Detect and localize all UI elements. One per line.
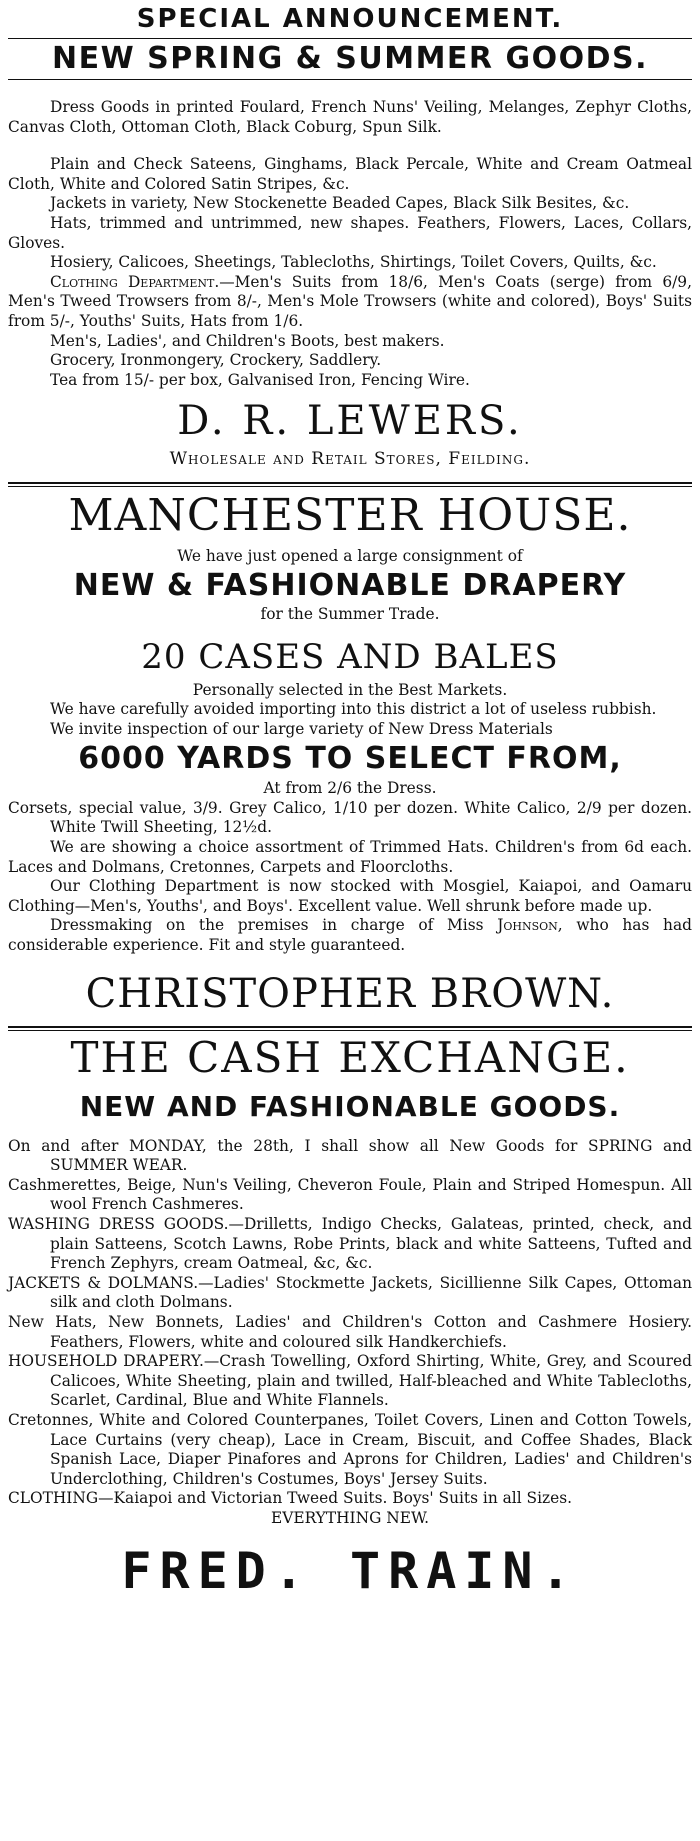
cash-exchange-advertisement: [8, 1031, 692, 1603]
clothing-department-paragraph: Our Clothing Department is now stocked with Mosgiel, Kaiapoi, and Oamaru Clothing—Men's, Youths', and Boys'. Excellent value. Well shrunk before made up.: [8, 877, 692, 915]
list-item: New Hats, New Bonnets, Ladies' and Children's Cotton and Cashmere Hosiery. Feathers, Flowers, white and coloured silk Handkerchiefs.: [8, 1312, 692, 1351]
manchester-title: MANCHESTER HOUSE.: [68, 490, 632, 542]
cash-exchange-title: THE CASH EXCHANGE.: [70, 1032, 630, 1082]
announcement-title: SPECIAL ANNOUNCEMENT.: [136, 4, 564, 34]
lewers-subtitle: Wholesale and Retail Stores, Feilding.: [169, 449, 531, 470]
list-item: Cretonnes, White and Colored Counterpanes, Toilet Covers, Linen and Cotton Towels, Lace Curtains (very cheap), Lace in Cream, Biscuit, and Coffee Shades, Black Spanish Lace, Diaper Pinafores and Aprons for Children, Ladies' and Children's Underclothing, Children's Costumes, Boys' Jersey Suits.: [8, 1410, 692, 1488]
fred-train-name: FRED. TRAIN.: [121, 1541, 579, 1600]
goods-list: [8, 1137, 692, 1509]
yards-headline: 6000 YARDS TO SELECT FROM,: [78, 741, 622, 777]
dress-goods-paragraph: Dress Goods in printed Foulard, French Nuns' Veiling, Melanges, Zephyr Cloths, Canvas Cloth, Ottoman Cloth, Black Coburg, Spun Silk.: [8, 98, 692, 136]
list-item: WASHING DRESS GOODS.—Drilletts, Indigo Checks, Galateas, printed, check, and plain Satteens, Scotch Lawns, Robe Prints, black and white Satteens, Tufted and French Zephyrs, cream Oatmeal, &c, &c.: [8, 1215, 692, 1273]
jackets-paragraph: Jackets in variety, New Stockenette Beaded Capes, Black Silk Besites, &c.: [50, 194, 630, 213]
hosiery-paragraph: Hosiery, Calicoes, Sheetings, Tablecloths, Shirtings, Toilet Covers, Quilts, &c.: [50, 253, 657, 272]
list-item: On and after MONDAY, the 28th, I shall show all New Goods for SPRING and SUMMER WEAR.: [8, 1136, 692, 1175]
hats-paragraph: Hats, trimmed and untrimmed, new shapes. Feathers, Flowers, Laces, Collars, Gloves.: [8, 213, 692, 252]
clothing-department-paragraph: [8, 273, 692, 332]
dressmaking-text: Dressmaking on the premises in charge of Miss: [50, 916, 498, 935]
christopher-brown-name: CHRISTOPHER BROWN.: [85, 970, 615, 1017]
selected-line: Personally selected in the Best Markets.: [192, 680, 508, 699]
corsets-paragraph: Corsets, special value, 3/9. Grey Calico, 1/10 per dozen. White Calico, 2/9 per dozen. White Twill Sheeting, 12½d.: [8, 798, 692, 837]
lewers-name: D. R. LEWERS.: [177, 398, 523, 445]
list-item: CLOTHING—Kaiapoi and Victorian Tweed Suits. Boys' Suits in all Sizes.: [8, 1489, 573, 1508]
manchester-intro: We have just opened a large consignment of: [177, 547, 523, 566]
summer-trade-line: for the Summer Trade.: [260, 604, 440, 623]
dressmaking-text-end: , who has had considerable experience. Fit and style guaranteed.: [8, 916, 692, 955]
manchester-house-advertisement: [8, 487, 692, 1021]
list-item: HOUSEHOLD DRAPERY.—Crash Towelling, Oxford Shirting, White, Grey, and Scoured Calicoes, White Sheeting, plain and twilled, Half-bleached and White Tablecloths, Scarlet, Cardinal, Blue and White Flannels.: [8, 1352, 692, 1410]
section-divider: [8, 482, 692, 484]
dressmaking-paragraph: [8, 916, 692, 955]
boots-paragraph: Men's, Ladies', and Children's Boots, best makers.: [50, 331, 445, 350]
section-divider: [8, 1026, 692, 1028]
clothing-department-text: —Men's Suits from 18/6, Men's Coats (serge) from 6/9, Men's Tweed Trowsers from 8/-, Men's Mole Trowsers (white and colored), Boys' Suits from 5/-, Youths' Suits, Hats from 1/6.: [8, 272, 692, 330]
grocery-paragraph: Grocery, Ironmongery, Crockery, Saddlery.: [50, 351, 382, 370]
rubbish-paragraph: We have carefully avoided importing into this district a lot of useless rubbish.: [50, 700, 657, 719]
drapery-headline: NEW & FASHIONABLE DRAPERY: [73, 567, 627, 603]
clothing-department-lead: Clothing Department.: [50, 272, 220, 291]
list-item: Cashmerettes, Beige, Nun's Veiling, Cheveron Foule, Plain and Striped Homespun. All wool French Cashmeres.: [8, 1175, 692, 1214]
trimmed-hats-paragraph: We are showing a choice assortment of Trimmed Hats. Children's from 6d each. Laces and Dolmans, Cretonnes, Carpets and Floorcloths.: [8, 838, 692, 876]
tea-paragraph: Tea from 15/- per box, Galvanised Iron, Fencing Wire.: [50, 370, 470, 389]
cases-headline: 20 CASES AND BALES: [141, 636, 559, 677]
dressmaker-name: Johnson: [497, 916, 558, 935]
dress-price-line: At from 2/6 the Dress.: [263, 779, 437, 798]
inspection-paragraph: We invite inspection of our large variety of New Dress Materials: [50, 719, 553, 738]
lewers-advertisement: [8, 0, 692, 472]
fashionable-goods-headline: NEW AND FASHIONABLE GOODS.: [79, 1089, 621, 1123]
list-item: JACKETS & DOLMANS.—Ladies' Stockmette Jackets, Sicillienne Silk Capes, Ottoman silk and cloth Dolmans.: [8, 1273, 692, 1312]
everything-new-line: EVERYTHING NEW.: [270, 1508, 429, 1527]
sateens-paragraph: Plain and Check Sateens, Ginghams, Black Percale, White and Cream Oatmeal Cloth, White and Colored Satin Stripes, &c.: [8, 155, 692, 193]
spring-summer-headline: NEW SPRING & SUMMER GOODS.: [51, 41, 649, 76]
